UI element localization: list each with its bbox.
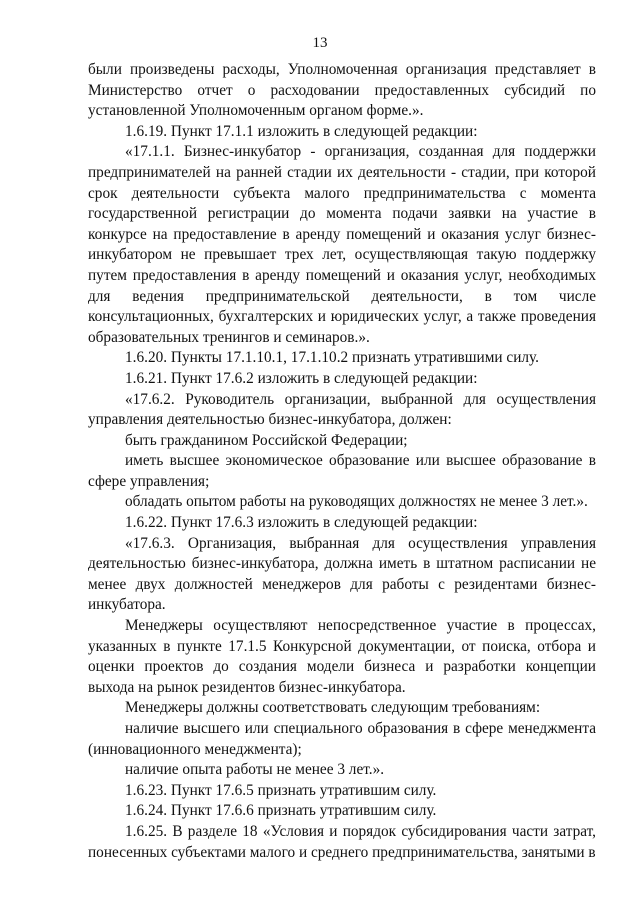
requirement-manager-experience: наличие опыта работы не менее 3 лет.». <box>125 761 385 779</box>
paragraph-1-6-19: 1.6.19. Пункт 17.1.1 изложить в следующей редакции: <box>125 122 478 140</box>
document-body <box>88 60 596 863</box>
paragraph-managers-duties: Менеджеры осуществляют непосредственное участие в процессах, указанных в пункте 17.1.5 Конкурсной документации, от поиска, отбора и оценки проектов до создания модели бизнеса и разработки концепции выхода на рынок резидентов бизнес-инкубатора. <box>88 617 596 696</box>
paragraph-17-1-1: «17.1.1. Бизнес-инкубатор - организация, созданная для поддержки предпринимателей на ранней стадии их деятельности - стадии, при которой срок деятельности субъекта малого предпринимательства с момента государственной регистрации до момента подачи заявки на участие в конкурсе на предоставление в аренду помещений и оказания услуг бизнес-инкубатором не превышает трех лет, осуществляющая такую поддержку путем предоставления в аренду помещений и оказания услуг, необходимых для ведения предпринимательской деятельности, в том числе консультационных, бухгалтерских и юридических услуг, а также проведения образовательных тренингов и семинаров.». <box>88 143 596 346</box>
requirement-experience: обладать опытом работы на руководящих должностях не менее 3 лет.». <box>125 493 588 511</box>
paragraph-1-6-22: 1.6.22. Пункт 17.6.3 изложить в следующей редакции: <box>125 514 478 532</box>
paragraph-1-6-20: 1.6.20. Пункты 17.1.10.1, 17.1.10.2 признать утратившими силу. <box>125 349 539 367</box>
requirement-manager-education: наличие высшего или специального образования в сфере менеджмента (инновационного менеджмента); <box>88 720 596 758</box>
paragraph-1-6-25: 1.6.25. В разделе 18 «Условия и порядок субсидирования части затрат, понесенных субъектами малого и среднего предпринимательства, занятыми в <box>88 822 596 861</box>
paragraph-17-6-2: «17.6.2. Руководитель организации, выбранной для осуществления управления деятельностью бизнес-инкубатора, должен: <box>88 390 596 429</box>
requirement-education: иметь высшее экономическое образование или высшее образование в сфере управления; <box>88 452 596 490</box>
paragraph-17-6-3: «17.6.3. Организация, выбранная для осуществления управления деятельностью бизнес-инкубатора, должна иметь в штатном расписании не менее двух должностей менеджеров для работы с резидентами бизнес-инкубатора. <box>88 534 596 614</box>
requirement-citizenship: быть гражданином Российской Федерации; <box>125 431 408 449</box>
paragraph-1-6-23: 1.6.23. Пункт 17.6.5 признать утратившим силу. <box>125 781 437 799</box>
paragraph-managers-requirements: Менеджеры должны соответствовать следующим требованиям: <box>125 699 541 717</box>
paragraph-1-6-24: 1.6.24. Пункт 17.6.6 признать утратившим силу. <box>125 802 437 820</box>
paragraph-1-6-21: 1.6.21. Пункт 17.6.2 изложить в следующей редакции: <box>125 369 478 387</box>
page-number: 13 <box>312 35 328 51</box>
paragraph-continuation: были произведены расходы, Уполномоченная организация представляет в Министерство отчет о расходовании предоставленных субсидий по установленной Уполномоченным органом форме.». <box>88 61 596 120</box>
